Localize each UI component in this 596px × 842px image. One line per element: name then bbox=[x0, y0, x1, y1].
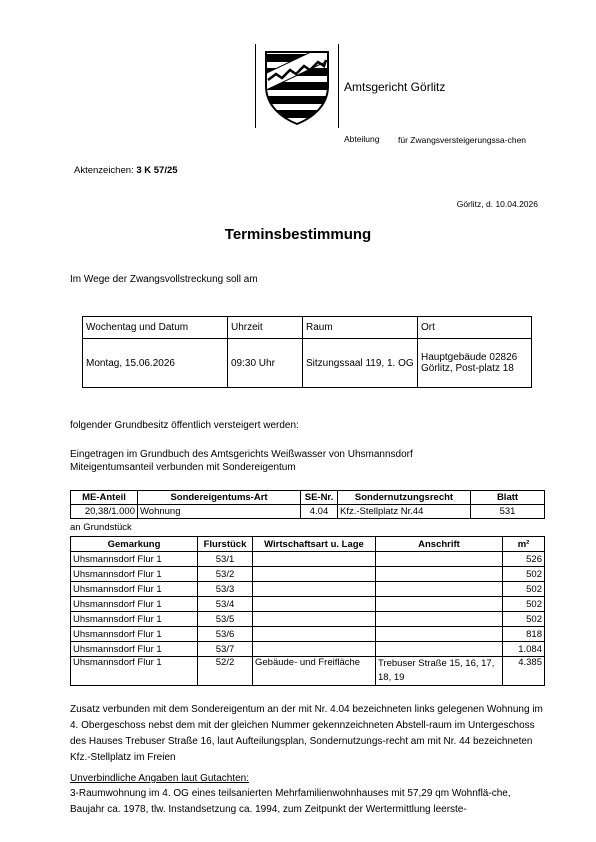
ownership-header-row bbox=[71, 491, 545, 505]
plot-header-row bbox=[71, 537, 545, 552]
plot-gemarkung: Uhsmannsdorf Flur 1 bbox=[71, 597, 198, 612]
gutachten-paragraph: 3-Raumwohnung im 4. OG eines teilsanierten Mehrfamilienwohnhauses mit 57,29 qm Wohnflä-che, Baujahr ca. 1978, tlw. Instandsetzung ca. 1994, zum Zeitpunkt der Wertermittlung leerste- bbox=[70, 788, 511, 815]
plot-area: 502 bbox=[503, 582, 545, 597]
schedule-header: Wochentag und Datum bbox=[83, 317, 228, 339]
plot-lage bbox=[253, 642, 376, 657]
schedule-date: Montag, 15.06.2026 bbox=[83, 339, 228, 388]
page-title: Terminsbestimmung bbox=[224, 226, 372, 243]
ownership-header: SE-Nr. bbox=[301, 491, 338, 505]
ownership-row bbox=[71, 505, 545, 519]
plot-area: 502 bbox=[503, 597, 545, 612]
plot-area: 1.084 bbox=[503, 642, 545, 657]
plot-lage: Gebäude- und Freifläche bbox=[253, 657, 376, 686]
schedule-header: Ort bbox=[418, 317, 532, 339]
plot-header: Wirtschaftsart u. Lage bbox=[253, 537, 376, 552]
schedule-table bbox=[82, 316, 532, 388]
plot-area: 502 bbox=[503, 567, 545, 582]
table-row bbox=[71, 612, 545, 627]
plot-flurstueck: 52/2 bbox=[198, 657, 253, 686]
plot-area: 526 bbox=[503, 552, 545, 567]
zusatz-paragraph: Zusatz verbunden mit dem Sondereigentum an der mit Nr. 4.04 bezeichneten links gelegenen Wohnung im 4. Obergeschoss nebst dem mit der gleichen Nummer gekennzeichneten Abstell-raum im Untergeschoss des Hauses Trebuser Straße 16, laut Aufteilungsplan, Sondernutzungs-recht am mit Nr. 44 bezeichneten Kfz.-Stellplatz im Freien bbox=[70, 704, 543, 763]
table-row bbox=[71, 657, 545, 686]
plot-flurstueck: 53/2 bbox=[198, 567, 253, 582]
plot-gemarkung: Uhsmannsdorf Flur 1 bbox=[71, 657, 198, 686]
ownership-header: Sondereigentums-Art bbox=[138, 491, 301, 505]
plot-lage bbox=[253, 627, 376, 642]
ownership-cell: Wohnung bbox=[138, 505, 301, 519]
header-rule-right bbox=[338, 44, 339, 128]
ownership-header: Blatt bbox=[471, 491, 545, 505]
ownership-cell: 4.04 bbox=[301, 505, 338, 519]
ownership-cell: 20,38/1.000 bbox=[71, 505, 138, 519]
plot-anschrift bbox=[376, 612, 503, 627]
plot-lage bbox=[253, 597, 376, 612]
schedule-header: Uhrzeit bbox=[228, 317, 303, 339]
plot-flurstueck: 53/1 bbox=[198, 552, 253, 567]
plot-anschrift: Trebuser Straße 15, 16, 17, 18, 19 bbox=[376, 657, 503, 686]
plot-gemarkung: Uhsmannsdorf Flur 1 bbox=[71, 567, 198, 582]
table-row bbox=[71, 567, 545, 582]
plot-gemarkung: Uhsmannsdorf Flur 1 bbox=[71, 582, 198, 597]
plot-lage bbox=[253, 552, 376, 567]
ownership-header: Sondernutzungsrecht bbox=[338, 491, 471, 505]
schedule-room: Sitzungssaal 119, 1. OG bbox=[303, 339, 418, 388]
case-reference bbox=[74, 165, 178, 176]
plot-anschrift bbox=[376, 642, 503, 657]
plot-lage bbox=[253, 582, 376, 597]
ownership-table bbox=[70, 490, 545, 519]
court-name: Amtsgericht Görlitz bbox=[344, 80, 446, 94]
gutachten-heading: Unverbindliche Angaben laut Gutachten: bbox=[70, 773, 250, 784]
department-label: Abteilung bbox=[344, 134, 380, 144]
case-label: Aktenzeichen: bbox=[74, 165, 134, 176]
plot-gemarkung: Uhsmannsdorf Flur 1 bbox=[71, 612, 198, 627]
ownership-cell: 531 bbox=[471, 505, 545, 519]
plot-gemarkung: Uhsmannsdorf Flur 1 bbox=[71, 552, 198, 567]
plot-lage bbox=[253, 612, 376, 627]
plot-lage bbox=[253, 567, 376, 582]
coat-of-arms-icon bbox=[262, 48, 332, 126]
plot-flurstueck: 53/4 bbox=[198, 597, 253, 612]
schedule-location: Hauptgebäude 02826 Görlitz, Post-platz 18 bbox=[418, 339, 532, 388]
header-rule-left bbox=[255, 44, 256, 128]
department-value: für Zwangsversteigerungssa-chen bbox=[398, 135, 527, 145]
table-row bbox=[71, 582, 545, 597]
plot-anschrift bbox=[376, 567, 503, 582]
plot-anschrift bbox=[376, 582, 503, 597]
table-row bbox=[71, 642, 545, 657]
following-text: folgender Grundbesitz öffentlich versteigert werden: bbox=[70, 420, 299, 431]
registry-text: Eingetragen im Grundbuch des Amtsgerichts Weißwasser von Uhsmannsdorf bbox=[70, 449, 413, 460]
ownership-header: ME-Anteil bbox=[71, 491, 138, 505]
plot-area: 818 bbox=[503, 627, 545, 642]
schedule-time: 09:30 Uhr bbox=[228, 339, 303, 388]
ownership-cell: Kfz.-Stellplatz Nr.44 bbox=[338, 505, 471, 519]
plot-gemarkung: Uhsmannsdorf Flur 1 bbox=[71, 642, 198, 657]
plot-area: 4.385 bbox=[503, 657, 545, 686]
intro-text: Im Wege der Zwangsvollstreckung soll am bbox=[70, 274, 258, 285]
plot-flurstueck: 53/7 bbox=[198, 642, 253, 657]
table-row bbox=[71, 597, 545, 612]
schedule-header-row bbox=[83, 317, 532, 339]
plot-gemarkung: Uhsmannsdorf Flur 1 bbox=[71, 627, 198, 642]
plot-caption: an Grundstück bbox=[70, 522, 132, 533]
table-row bbox=[71, 627, 545, 642]
schedule-row bbox=[83, 339, 532, 388]
place-date: Görlitz, d. 10.04.2026 bbox=[456, 199, 538, 209]
share-text: Miteigentumsanteil verbunden mit Sondereigentum bbox=[70, 462, 296, 473]
plot-header: Flurstück bbox=[198, 537, 253, 552]
plot-flurstueck: 53/3 bbox=[198, 582, 253, 597]
table-row bbox=[71, 552, 545, 567]
plot-header: Anschrift bbox=[376, 537, 503, 552]
plot-anschrift bbox=[376, 597, 503, 612]
plot-area: 502 bbox=[503, 612, 545, 627]
plot-flurstueck: 53/6 bbox=[198, 627, 253, 642]
plot-header: m² bbox=[503, 537, 545, 552]
plot-header: Gemarkung bbox=[71, 537, 198, 552]
case-number: 3 K 57/25 bbox=[136, 165, 178, 176]
schedule-header: Raum bbox=[303, 317, 418, 339]
plot-anschrift bbox=[376, 552, 503, 567]
plot-table bbox=[70, 536, 545, 686]
plot-flurstueck: 53/5 bbox=[198, 612, 253, 627]
plot-anschrift bbox=[376, 627, 503, 642]
